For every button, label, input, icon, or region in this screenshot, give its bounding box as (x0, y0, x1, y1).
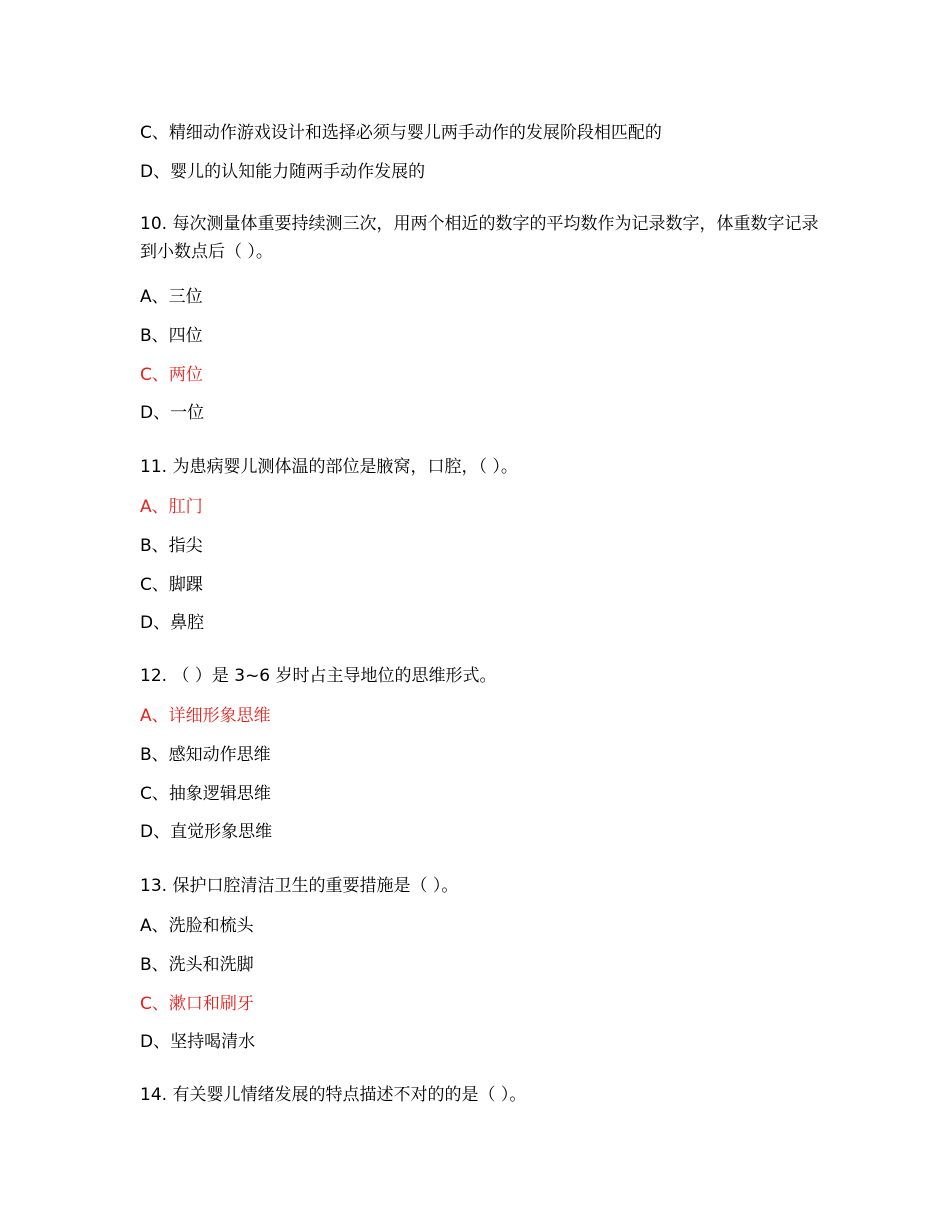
q12-option-d: D、直觉形象思维 (140, 822, 273, 842)
option-prev-c: C、精细动作游戏设计和选择必须与婴儿两手动作的发展阶段相匹配的 (140, 123, 662, 143)
q11-option-b: B、指尖 (140, 536, 203, 556)
question-11-stem: 11. 为患病婴儿测体温的部位是腋窝，口腔，（ ）。 (140, 457, 518, 477)
q12-option-c: C、抽象逻辑思维 (140, 784, 271, 804)
q10-option-b: B、四位 (140, 326, 203, 346)
q13-option-a: A、洗脸和梳头 (140, 916, 254, 936)
q11-option-c: C、脚踝 (140, 575, 203, 595)
q12-option-a-answer: A、详细形象思维 (140, 706, 271, 726)
question-10-stem: 10. 每次测量体重要持续测三次，用两个相近的数字的平均数作为记录数字，体重数字记录到小数点后（ ）。 (140, 214, 819, 262)
q11-option-d: D、鼻腔 (140, 613, 205, 633)
q11-option-a-answer: A、肛门 (140, 497, 203, 517)
q13-option-b: B、洗头和洗脚 (140, 955, 254, 975)
option-prev-d: D、婴儿的认知能力随两手动作发展的 (140, 162, 426, 182)
q13-option-c-answer: C、漱口和刷牙 (140, 994, 254, 1014)
question-14-stem: 14. 有关婴儿情绪发展的特点描述不对的的是（ ）。 (140, 1085, 527, 1105)
question-12-stem: 12. （ ）是 3~6 岁时占主导地位的思维形式。 (140, 666, 497, 686)
q10-option-a: A、三位 (140, 287, 203, 307)
question-13-stem: 13. 保护口腔清洁卫生的重要措施是（ ）。 (140, 876, 459, 896)
q12-option-b: B、感知动作思维 (140, 745, 271, 765)
q10-option-c-answer: C、两位 (140, 365, 203, 385)
q13-option-d: D、坚持喝清水 (140, 1032, 256, 1052)
q10-option-d: D、一位 (140, 403, 205, 423)
